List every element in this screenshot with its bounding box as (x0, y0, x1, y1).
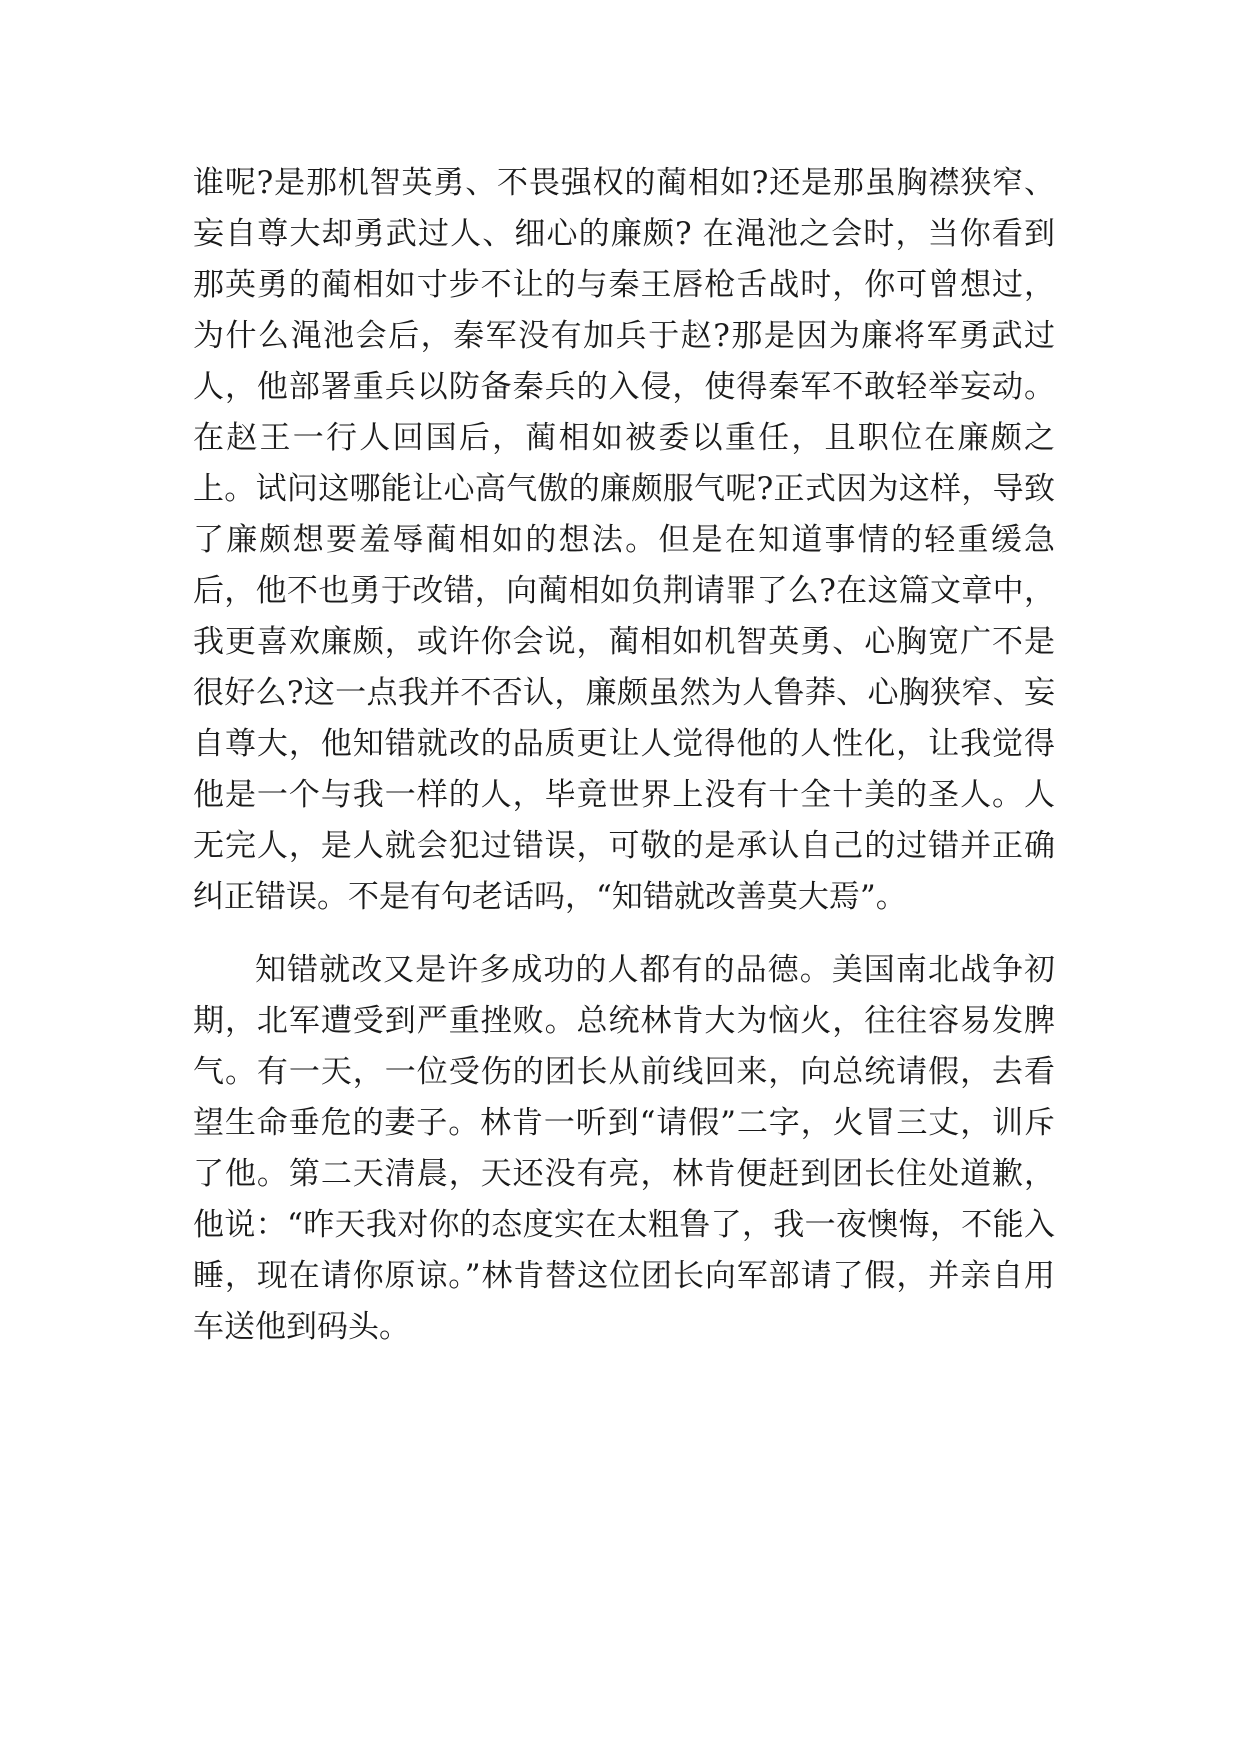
paragraph-1: 谁呢?是那机智英勇、不畏强权的蔺相如?还是那虽胸襟狭窄、妄自尊大却勇武过人、细心的廉颇? 在渑池之会时，当你看到那英勇的蔺相如寸步不让的与秦王唇枪舌战时，你可曾想过，为什么渑池会后，秦军没有加兵于赵?那是因为廉将军勇武过人，他部署重兵以防备秦兵的入侵，使得秦军不敢轻举妄动。在赵王一行人回国后，蔺相如被委以重任，且职位在廉颇之上。试问这哪能让心高气傲的廉颇服气呢?正式因为这样，导致了廉颇想要羞辱蔺相如的想法。但是在知道事情的轻重缓急后，他不也勇于改错，向蔺相如负荆请罪了么?在这篇文章中，我更喜欢廉颇，或许你会说，蔺相如机智英勇、心胸宽广不是很好么?这一点我并不否认，廉颇虽然为人鲁莽、心胸狭窄、妄自尊大，他知错就改的品质更让人觉得他的人性化，让我觉得他是一个与我一样的人，毕竟世界上没有十全十美的圣人。人无完人，是人就会犯过错误，可敬的是承认自己的过错并正确纠正错误。不是有句老话吗，“知错就改善莫大焉”。 (193, 165, 1055, 915)
body-text (193, 158, 1055, 1375)
paragraph-2: 知错就改又是许多成功的人都有的品德。美国南北战争初期，北军遭受到严重挫败。总统林肯大为恼火，往往容易发脾气。有一天，一位受伤的团长从前线回来，向总统请假，去看望生命垂危的妻子。林肯一听到“请假”二字，火冒三丈，训斥了他。第二天清晨，天还没有亮，林肯便赶到团长住处道歉，他说：“昨天我对你的态度实在太粗鲁了，我一夜懊悔，不能入睡，现在请你原谅。”林肯替这位团长向军部请了假，并亲自用车送他到码头。 (193, 952, 1055, 1345)
